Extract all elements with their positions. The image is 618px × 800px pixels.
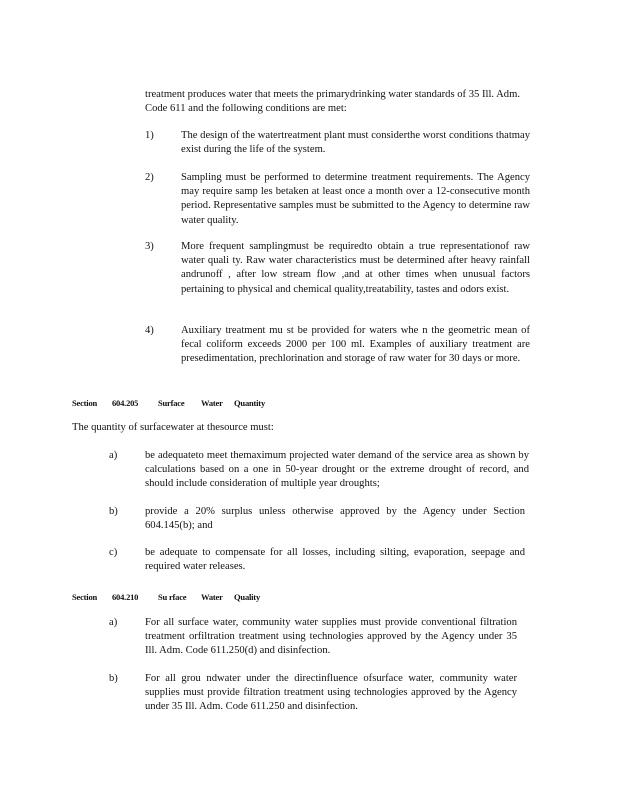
item-text: be adequateto meet themaximum projected water demand of the service area as shown by calculations based on a one in 50-year drought or the extreme drought of record, and should include consideration of multiple year droughts; <box>145 450 529 490</box>
item-text: provide a 20% surplus unless otherwise approved by the Agency under Section 604.145(b); and <box>145 506 525 532</box>
condition-text: The design of the watertreatment plant must considerthe worst conditions thatmay exist during the life of the system. <box>181 130 530 156</box>
condition-text: More frequent samplingmust be requiredto obtain a true representationof raw water quali ty. Raw water characteristics must be determined after heavy rainfall andrunoff , after low stream flow ,and at other times when unusual factors pertaining to physical and chemical quality,treatability, tastes and odors exist. <box>181 241 530 295</box>
section-title-word: Quantity <box>234 398 265 408</box>
section-title-word: Surface <box>158 398 185 408</box>
intro-paragraph: treatment produces water that meets the primarydrinking water standards of 35 Ill. Adm. Code 611 and the following conditions are met: <box>145 89 520 115</box>
item-letter: b) <box>109 673 118 684</box>
section-title-word: Water <box>201 398 223 408</box>
condition-number: 2) <box>145 172 154 183</box>
condition-text: Sampling must be performed to determine treatment requirements. The Agency may require samp les betaken at least once a month over a 12-consecutive month period. Representative samples must be submitted to the Agency to determine raw water quality. <box>181 172 530 226</box>
section-heading-604-205 <box>72 396 272 408</box>
condition-number: 3) <box>145 241 154 252</box>
section-heading-604-210 <box>72 590 272 602</box>
section-number: 604.205 <box>112 398 139 408</box>
condition-number: 1) <box>145 130 154 141</box>
item-letter: c) <box>109 547 118 558</box>
item-text: be adequate to compensate for all losses, including silting, evaporation, seepage and required water releases. <box>145 547 525 573</box>
section-title-word: Quality <box>234 592 260 602</box>
item-letter: b) <box>109 506 118 517</box>
condition-number: 4) <box>145 325 154 336</box>
section-title-word: Su rface <box>158 592 187 602</box>
section-label: Section <box>72 592 98 602</box>
item-letter: a) <box>109 617 118 628</box>
item-text: For all surface water, community water supplies must provide conventional filtration treatment orfiltration treatment using technologies approved by the Agency under 35 Ill. Adm. Code 611.250(d) and disinfection. <box>145 617 517 657</box>
section-title-word: Water <box>201 592 223 602</box>
section-label: Section <box>72 398 98 408</box>
item-text: For all grou ndwater under the directinfluence ofsurface water, community water supplies must provide filtration treatment using technologies approved by the Agency under 35 Ill. Adm. Code 611.250 and disinfection. <box>145 673 517 713</box>
quantity-intro: The quantity of surfacewater at thesource must: <box>72 422 274 433</box>
condition-text: Auxiliary treatment mu st be provided for waters whe n the geometric mean of fecal coliform exceeds 2000 per 100 ml. Examples of auxiliary treatment are presedimentation, prechlorination and storage of raw water for 30 days or more. <box>181 325 530 365</box>
item-letter: a) <box>109 450 118 461</box>
section-number: 604.210 <box>112 592 139 602</box>
